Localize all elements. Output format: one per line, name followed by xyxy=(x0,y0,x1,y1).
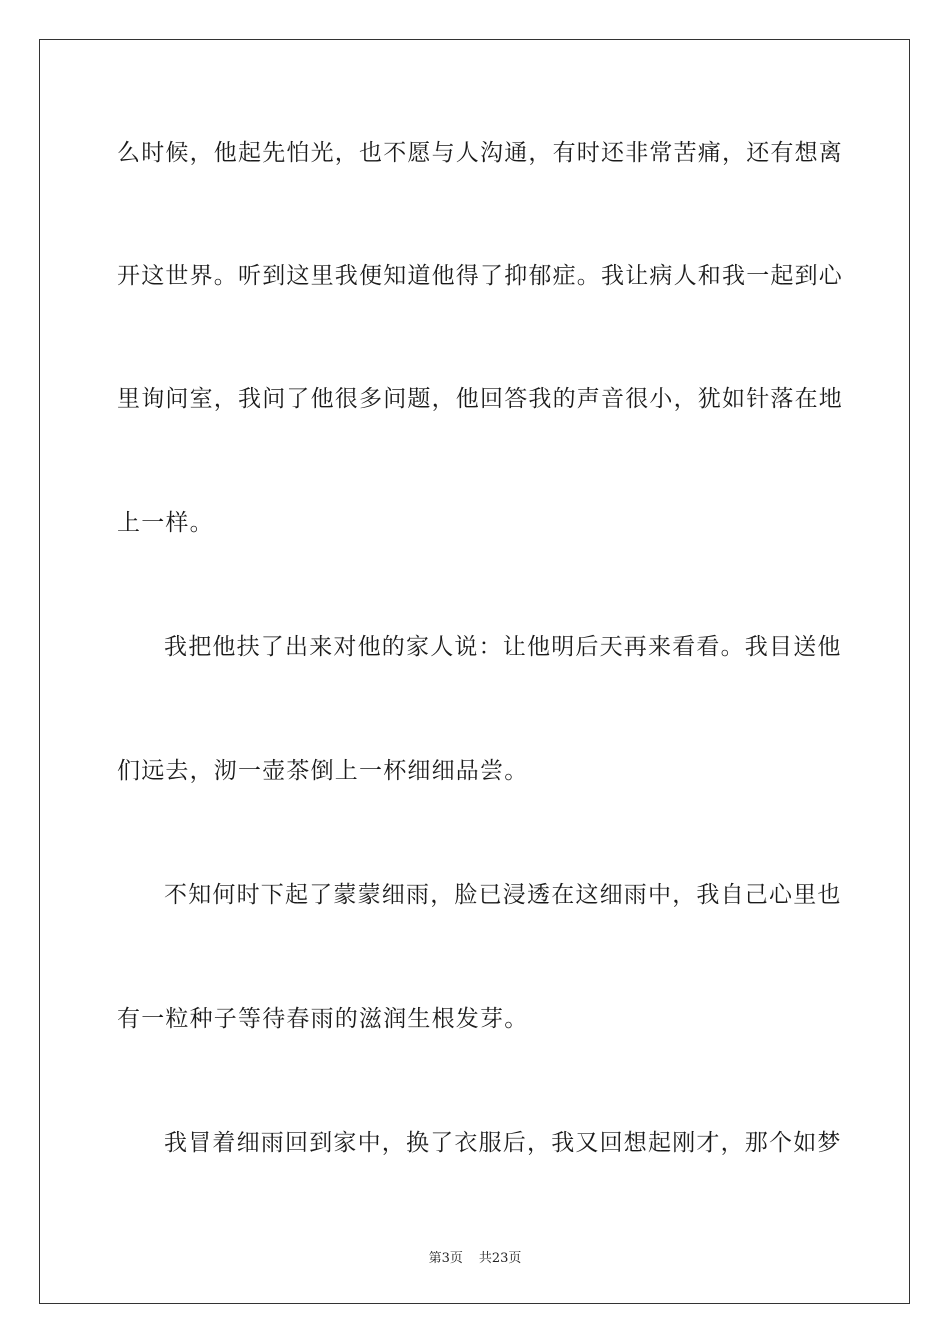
body-text-line: 么时候，他起先怕光，也不愿与人沟通，有时还非常苦痛，还有想离 xyxy=(117,140,843,166)
body-text-line: 上一样。 xyxy=(117,510,214,536)
page-footer xyxy=(0,1247,950,1266)
body-text-line: 们远去，沏一壶茶倒上一杯细细品尝。 xyxy=(117,758,529,784)
paragraph-first-line: 我把他扶了出来对他的家人说：让他明后天再来看看。我目送他 xyxy=(164,634,842,660)
body-text-line: 开这世界。听到这里我便知道他得了抑郁症。我让病人和我一起到心 xyxy=(117,263,843,289)
paragraph-first-line: 我冒着细雨回到家中，换了衣服后，我又回想起刚才，那个如梦 xyxy=(164,1130,842,1156)
page-border xyxy=(39,39,910,1304)
total-page-count: 共23页 xyxy=(478,1251,522,1266)
paragraph-first-line: 不知何时下起了蒙蒙细雨，脸已浸透在这细雨中，我自己心里也 xyxy=(164,882,842,908)
current-page-number: 第3页 xyxy=(428,1251,463,1266)
body-text-line: 里询问室，我问了他很多问题，他回答我的声音很小，犹如针落在地 xyxy=(117,386,843,412)
body-text-line: 有一粒种子等待春雨的滋润生根发芽。 xyxy=(117,1006,529,1032)
